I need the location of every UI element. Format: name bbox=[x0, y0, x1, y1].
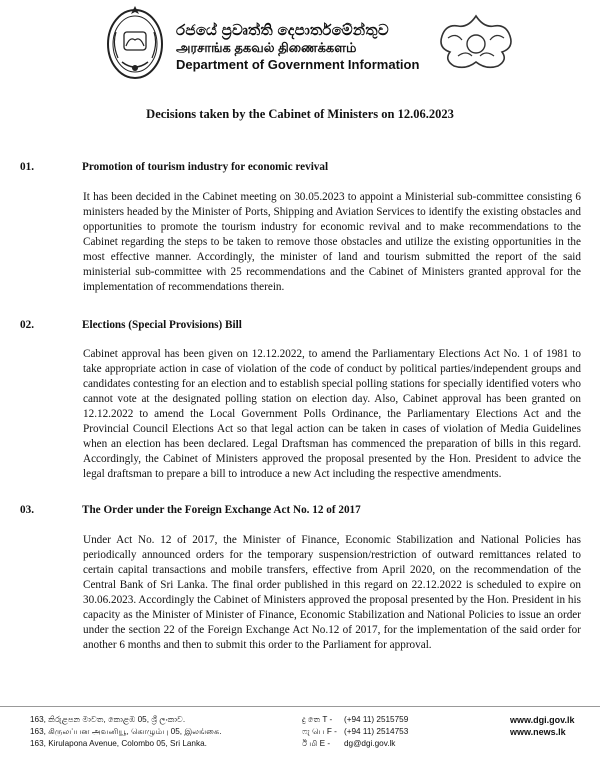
national-emblem-icon bbox=[104, 2, 166, 82]
organization-name bbox=[176, 22, 419, 73]
section-3-number: 03. bbox=[20, 504, 34, 516]
phone-label: දු තෙ T - bbox=[302, 715, 333, 724]
address-sinhala: 163, කිරුළපන මාවත, කොළඹ 05, ශ්‍රී ලංකාව. bbox=[30, 715, 186, 724]
footer-divider bbox=[0, 706, 600, 707]
section-1-heading bbox=[20, 161, 328, 173]
footer-address bbox=[30, 714, 222, 750]
section-3-title: The Order under the Foreign Exchange Act No. 12 of 2017 bbox=[82, 504, 361, 516]
section-1-number: 01. bbox=[20, 161, 34, 173]
section-2-heading bbox=[20, 319, 242, 331]
section-2-number: 02. bbox=[20, 319, 34, 331]
fax-number: (+94 11) 2514753 bbox=[344, 727, 409, 736]
address-english: 163, Kirulapona Avenue, Colombo 05, Sri Lanka. bbox=[30, 739, 207, 748]
section-3-heading bbox=[20, 504, 361, 516]
section-3-body: Under Act No. 12 of 2017, the Minister of Finance, Economic Stabilization and National Policies has periodically announced orders for the temporary suspension/restriction of outward remittances related to certain capital transactions and mobile transfers, effective from April 2020, on the recommendation of the Central Bank of Sri Lanka. The final order published in this regard on 22.12.2022 is scheduled to expire on 30.06.2023. Accordingly the Cabinet of Ministers approved the proposal presented by the Hon. President in his capacity as the Minister of Minister of Finance, Economic Stabilization and National Policies to issue an order under the section 22 of the Foreign Exchange Act No.12 of 2017, for the implementation of the said order for another 6 months and then to submit this order to the Parliament for approval. bbox=[83, 534, 581, 651]
section-1-title: Promotion of tourism industry for economic revival bbox=[82, 161, 329, 173]
letterhead bbox=[0, 0, 600, 92]
section-2-body: Cabinet approval has been given on 12.12.2022, to amend the Parliamentary Elections Act No. 1 of 1981 to take appropriate action in case of violation of the code of conduct by political parties/independent groups and candidates contesting for an election and to establish special polling stations for specially identified voters who cannot vote at the designated polling station on election day. Also, Cabinet approval has been granted on 12.12.2022 to amend the Local Government Polls Ordinance, the Parliamentary Elections Act and the Provincial Council Elections Act so that legal action can be taken in cases of violation of Media Guidelines when an election has been declared. Legal Draftsman has commenced the preparation of bills in this regard. Accordingly, the Cabinet of Ministers approved the proposal presented by the Hon. President to advice the legal draftsman to prepare a bill to introduce a new Act including the respective amendments. bbox=[83, 348, 581, 480]
fax-label: ෆැ பெ F - bbox=[302, 727, 337, 736]
ornament-icon bbox=[428, 8, 524, 80]
footer-contact bbox=[302, 714, 408, 750]
org-name-english: Department of Government Information bbox=[176, 57, 420, 72]
document-title: Decisions taken by the Cabinet of Ministers on 12.06.2023 bbox=[146, 107, 454, 121]
email-label: ඊ மி E - bbox=[302, 739, 331, 748]
section-2-title: Elections (Special Provisions) Bill bbox=[82, 319, 242, 331]
website-link-dgi[interactable]: www.dgi.gov.lk bbox=[510, 715, 575, 725]
section-1-body: It has been decided in the Cabinet meeting on 30.05.2023 to appoint a Ministerial sub-committee consisting 6 ministers headed by the Minister of Ports, Shipping and Aviation Services to identify the existing obstacles and opportunities to promote the tourism industry for economic revival and to make recommendations to the Cabinet regarding the steps to be taken to remove those obstacles and utilize the existing opportunities in the most effective manner. Accordingly, the minister of land and tourism submitted the report of the said ministerial sub-committee with 25 recommendations and the Cabinet of Ministers granted approval for the implementation of recommendations therein. bbox=[83, 191, 581, 293]
address-tamil: 163, கிருலப்பன அவனியூ, கொழும்பு 05, இலங்கை. bbox=[30, 727, 222, 736]
email-address[interactable]: dg@dgi.gov.lk bbox=[344, 739, 396, 748]
org-name-sinhala: රජයේ ප්‍රවෘත්ති දෙපාර්තමේන්තුව bbox=[176, 22, 389, 39]
org-name-tamil: அரசாங்க தகவல் திணைக்களம் bbox=[176, 40, 357, 55]
phone-number: (+94 11) 2515759 bbox=[344, 715, 409, 724]
footer bbox=[0, 712, 600, 772]
website-link-news[interactable]: www.news.lk bbox=[510, 727, 566, 737]
footer-websites bbox=[510, 714, 575, 738]
